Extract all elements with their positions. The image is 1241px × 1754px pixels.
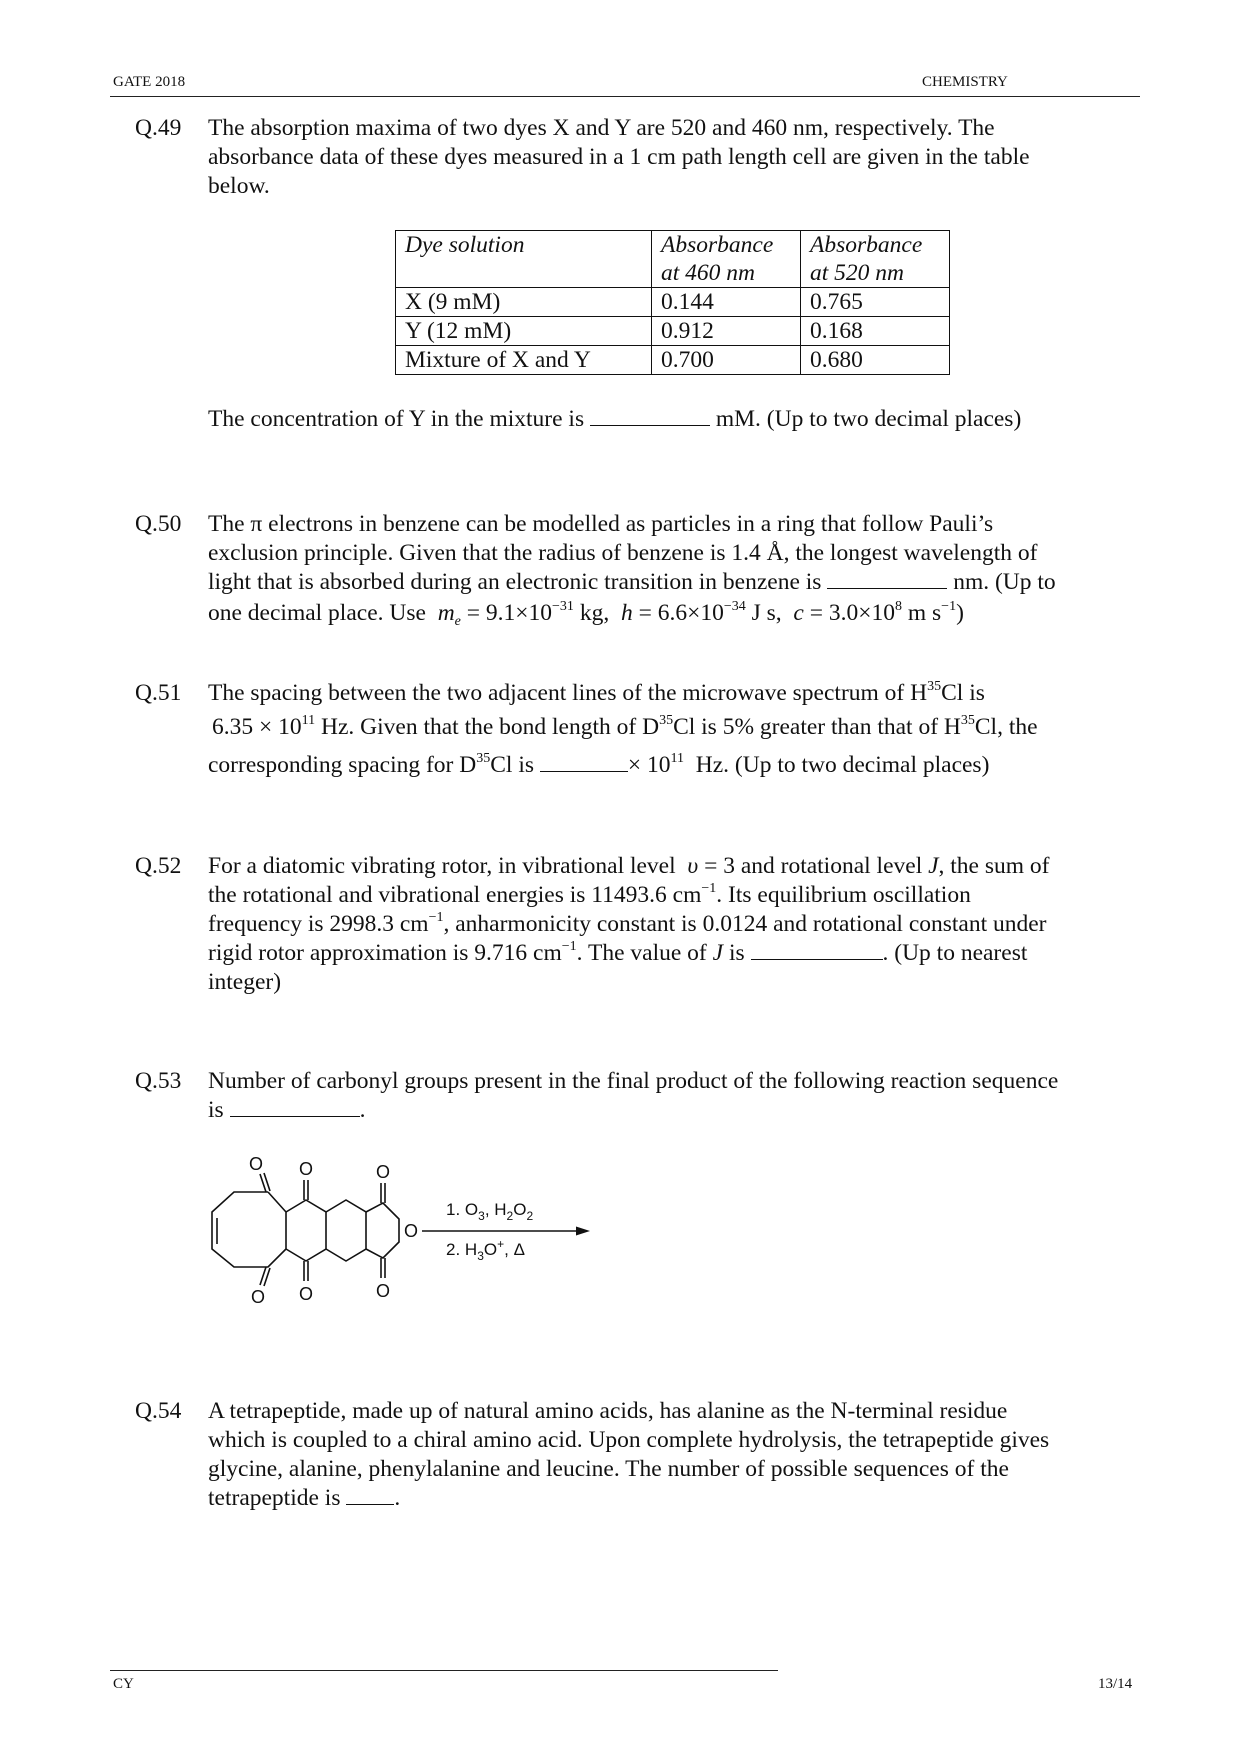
table-cell: 0.168 xyxy=(801,317,950,346)
answer-blank[interactable] xyxy=(751,939,883,960)
table-cell: 0.700 xyxy=(652,346,801,375)
question-text: For a diatomic vibrating rotor, in vibrational level υ = 3 and rotational level J, the sum of the rotational and vibrational energies is 11493.6 $cm^{-1}$. Its equilibrium oscillation frequency is 2998.3 $cm^{-1}$, anharmonicity constant is 0.0124 and rotational constant under rigid rotor approximation is 9.716 $cm^{-1}$. The value of J is . (Up to nearest integer) xyxy=(208,853,1050,995)
question-text: Number of carbonyl groups present in the final product of the following reaction sequence is . xyxy=(208,1068,1059,1123)
table-row xyxy=(396,346,950,375)
molecule-structure xyxy=(212,1173,399,1286)
oxygen-labels xyxy=(249,1155,418,1307)
answer-blank[interactable] xyxy=(540,751,628,772)
question-number: Q.51 xyxy=(135,680,182,706)
answer-blank[interactable] xyxy=(346,1484,394,1505)
text-line: below. xyxy=(208,173,270,199)
reagent-step-2: 2. $H_3O^+$, Δ xyxy=(446,1237,525,1263)
reaction-scheme-drawing xyxy=(200,1155,620,1315)
header-rule xyxy=(110,96,1140,97)
oxygen-label: O xyxy=(375,1162,391,1182)
question-number: Q.53 xyxy=(135,1068,182,1094)
question-number: Q.50 xyxy=(135,511,182,537)
table-cell: Y (12 mM) xyxy=(396,317,652,346)
answer-blank[interactable] xyxy=(230,1096,360,1117)
table-cell: 0.912 xyxy=(652,317,801,346)
table-row xyxy=(396,317,950,346)
oxygen-label: O xyxy=(403,1221,419,1241)
table-row xyxy=(396,288,950,317)
table-header-cell: Absorbance at 460 nm xyxy=(652,231,801,288)
question-number: Q.52 xyxy=(135,853,182,879)
question-text: The spacing between the two adjacent lines of the microwave spectrum of $H^{35}Cl$ is $6.35 \times 10^{11}$ Hz. Given that the bond length of $D^{35}Cl$ is 5% greater than that of $H^{35}Cl$, the corresponding spacing for $D^{35}Cl$ is × $10^{11}$ Hz. (Up to two decimal places) xyxy=(208,679,1038,778)
absorbance-table xyxy=(395,230,950,375)
page-number: 13/14 xyxy=(1098,1676,1133,1692)
table-header-cell: Dye solution xyxy=(396,231,652,288)
table-cell: X (9 mM) xyxy=(396,288,652,317)
oxygen-label: O xyxy=(375,1281,391,1301)
question-text: The π electrons in benzene can be modelled as particles in a ring that follow Pauli’s exclusion principle. Given that the radius of benzene is 1.4 Å, the longest wavelength of light that is absorbed during an electronic transition in benzene is nm. (Up to one decimal place. Use $m_e = 9.1\times 10^{-31}$ kg, $h = 6.6\times 10^{-34}$ J s, $c = 3.0\times 10^8$ m $s^{-1}$) xyxy=(208,510,1133,628)
question-number: Q.54 xyxy=(135,1398,182,1424)
reagent-step-1: 1. $O_3$, $H_2O_2$ xyxy=(446,1200,534,1223)
constants-line: one decimal place. Use $m_e = 9.1\times 10^{-31}$ kg, $h = 6.6\times 10^{-34}$ J s, $c = 3.0\times 10^8$ m $s^{-1}$) xyxy=(208,599,964,629)
table-cell: 0.680 xyxy=(801,346,950,375)
text-line: absorbance data of these dyes measured in a 1 cm path length cell are given in the table xyxy=(208,144,1030,170)
table-cell: Mixture of X and Y xyxy=(396,346,652,375)
answer-blank[interactable] xyxy=(590,405,710,426)
oxygen-label: O xyxy=(298,1159,314,1179)
answer-blank[interactable] xyxy=(827,568,947,589)
table-header-row xyxy=(396,231,950,288)
table-header-cell: Absorbance at 520 nm xyxy=(801,231,950,288)
header-subject: CHEMISTRY xyxy=(922,74,1008,90)
question-number: Q.49 xyxy=(135,115,182,141)
header-exam: GATE 2018 xyxy=(113,74,186,90)
reaction-scheme xyxy=(200,1155,620,1320)
footer-code: CY xyxy=(113,1676,134,1692)
oxygen-label: O xyxy=(298,1284,314,1304)
question-text xyxy=(208,114,1133,201)
question-text: A tetrapeptide, made up of natural amino acids, has alanine as the N-terminal residue which is coupled to a chiral amino acid. Upon complete hydrolysis, the tetrapeptide gives glycine, alanine, phenylalanine and leucine. The number of possible sequences of the tetrapeptide is . xyxy=(208,1398,1050,1511)
table-cell: 0.765 xyxy=(801,288,950,317)
oxygen-label: O xyxy=(250,1287,266,1307)
oxygen-label: O xyxy=(248,1155,264,1174)
text-line: The absorption maxima of two dyes X and Y are 520 and 460 nm, respectively. The xyxy=(208,115,995,141)
table-cell: 0.144 xyxy=(652,288,801,317)
footer-rule xyxy=(110,1670,778,1671)
reaction-arrow xyxy=(422,1227,590,1236)
